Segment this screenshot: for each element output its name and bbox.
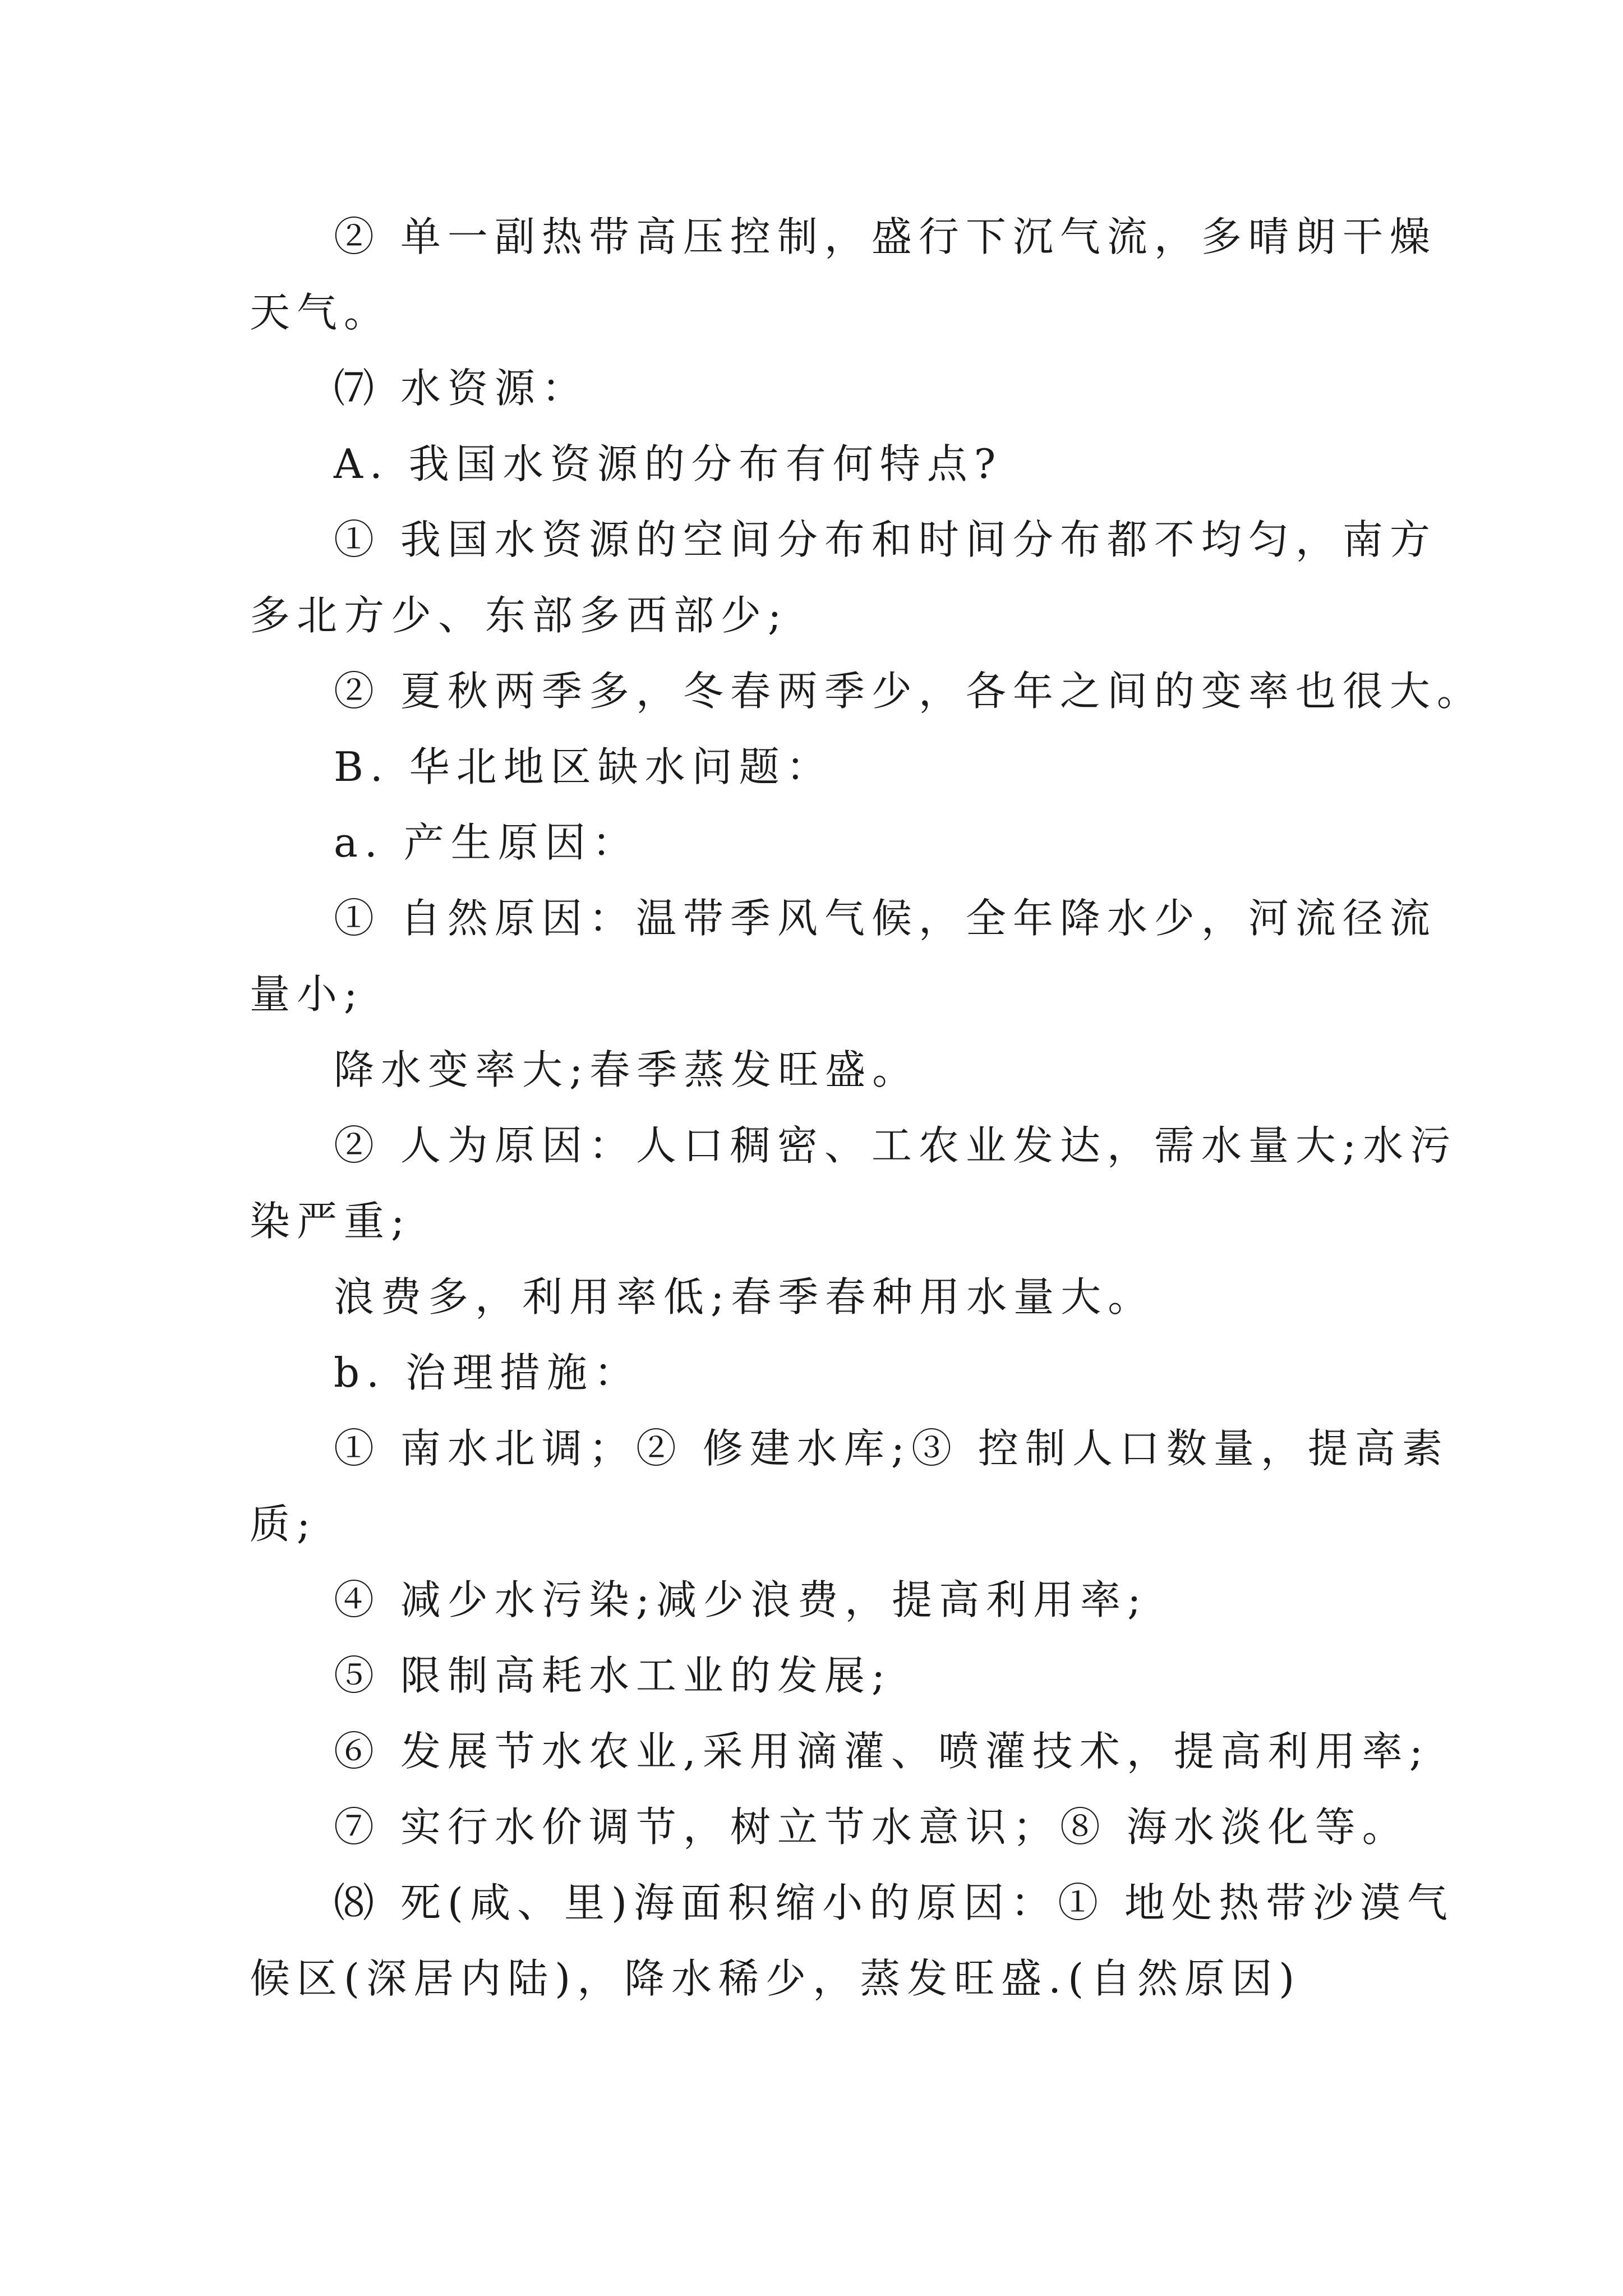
text-line: ② 人为原因：人口稠密、工农业发达，需水量大;水污 (334, 1122, 1458, 1169)
text-line: 质; (250, 1501, 317, 1548)
text-line: 浪费多，利用率低;春季春种用水量大。 (334, 1273, 1155, 1320)
text-line: ⑤ 限制高耗水工业的发展; (334, 1652, 892, 1699)
text-line: 候区(深居内陆)，降水稀少，蒸发旺盛.(自然原因) (250, 1955, 1302, 2002)
text-line: 天气。 (250, 289, 391, 336)
subsection-heading: a. 产生原因： (334, 819, 639, 866)
text-line: ① 我国水资源的空间分布和时间分布都不均匀，南方 (334, 516, 1437, 563)
subsection-heading: B. 华北地区缺水问题： (334, 743, 833, 790)
text-line: ① 自然原因：温带季风气候，全年降水少，河流径流 (334, 895, 1437, 942)
subsection-heading: A. 我国水资源的分布有何特点? (334, 440, 1003, 487)
text-line: 量小; (250, 970, 365, 1018)
text-line: ⑥ 发展节水农业,采用滴灌、喷灌技术，提高利用率; (334, 1728, 1430, 1775)
text-line: 染严重; (250, 1198, 412, 1245)
text-line: 降水变率大;春季蒸发旺盛。 (334, 1046, 920, 1093)
text-line: ⑦ 实行水价调节，树立节水意识；⑧ 海水淡化等。 (334, 1803, 1409, 1851)
section-heading: ⑻ 死(咸、里)海面积缩小的原因：① 地处热带沙漠气 (334, 1879, 1454, 1926)
text-line: ② 单一副热带高压控制，盛行下沉气流，多晴朗干燥 (334, 213, 1437, 260)
document-body (250, 199, 1484, 2017)
text-line: ② 夏秋两季多，冬春两季少，各年之间的变率也很大。 (334, 668, 1484, 715)
section-heading: ⑺ 水资源： (334, 365, 589, 412)
text-line: ① 南水北调；② 修建水库;③ 控制人口数量，提高素 (334, 1425, 1449, 1472)
text-line: 多北方少、东部多西部少; (250, 592, 789, 639)
text-line: ④ 减少水污染;减少浪费，提高利用率; (334, 1576, 1148, 1623)
subsection-heading: b. 治理措施： (334, 1349, 641, 1396)
